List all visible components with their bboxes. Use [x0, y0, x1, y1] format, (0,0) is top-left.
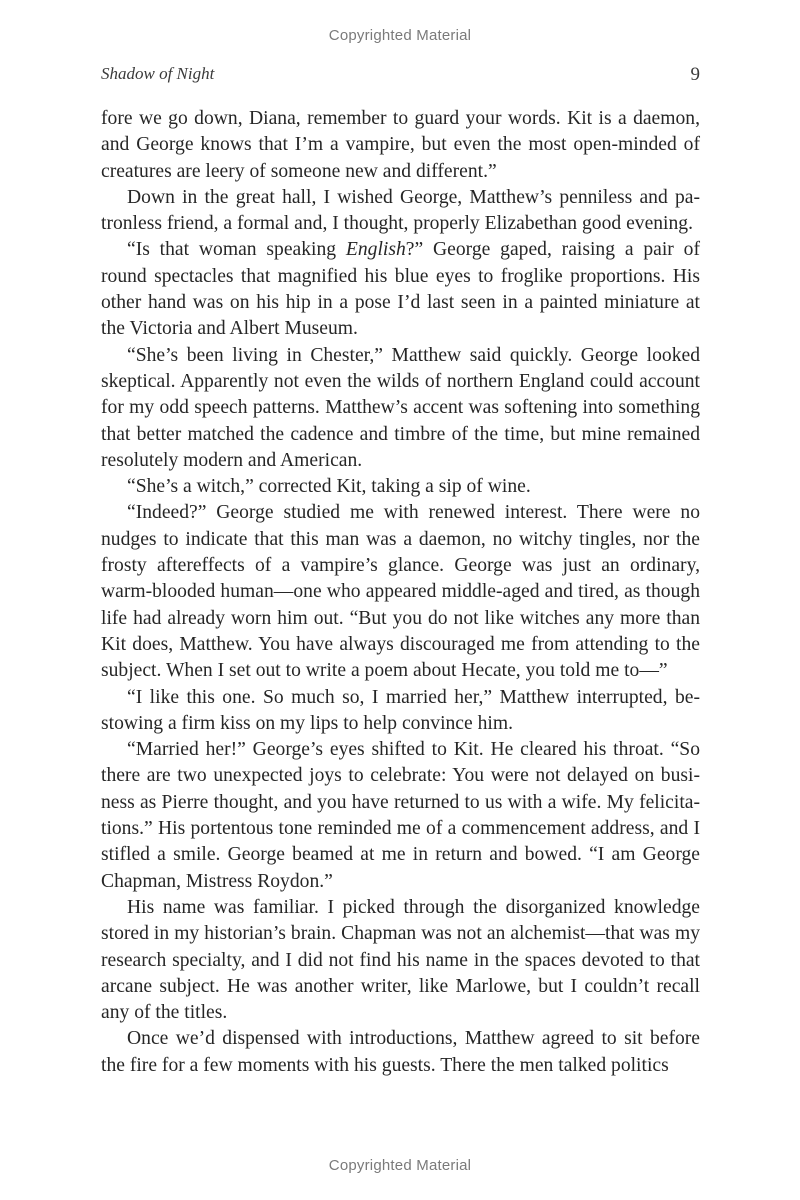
book-title: Shadow of Night — [101, 64, 215, 83]
paragraph-3 — [101, 237, 700, 342]
paragraph-7: “I like this one. So much so, I married her,” Matthew interrupted, bestowing a firm kiss on my lips to help convince him. — [101, 686, 700, 734]
paragraph-1: fore we go down, Diana, remember to guard your words. Kit is a daemon, and George knows that I’m a vampire, but even the most open-minded of creatures are leery of someone new and different.” — [101, 108, 700, 182]
paragraph-6: “Indeed?” George studied me with renewed interest. There were no nudges to indicate that this man was a daemon, no witchy tingles, nor the frosty aftereffects of a vampire’s glance. George was just an ordinary, warm-blooded human—one who appeared middle-aged and tired, as though life had already worn him out. “But you do not like witches any more than Kit does, Matthew. You have always discouraged me from attending to the subject. When I set out to write a poem about Hecate, you told me to—” — [101, 502, 700, 682]
paragraph-10: Once we’d dispensed with introductions, Matthew agreed to sit before the fire for a few moments with his guests. There the men talked politics — [101, 1028, 700, 1076]
copyright-watermark-bottom: Copyrighted Material — [328, 1157, 472, 1174]
paragraph-3-start: “Is that woman speaking — [127, 239, 346, 261]
paragraph-3-end: ?” George gaped, raising a pair of round spectacles that magnified his blue eyes to froglike proportions. His other hand was on his hip in a pose I’d last seen in a painted miniature at the Victoria and Albert Museum. — [101, 239, 700, 340]
emphasized-word: English — [345, 239, 406, 261]
running-head — [101, 64, 700, 88]
page-number: 9 — [690, 64, 700, 85]
paragraph-8: “Married her!” George’s eyes shifted to Kit. He cleared his throat. “So there are two unexpected joys to celebrate: You were not delayed on business as Pierre thought, and you have returned to us with a wife. My felicitations.” His portentous tone reminded me of a commencement address, and I stifled a smile. George beamed at me in return and bowed. “I am George Chapman, Mistress Roydon.” — [101, 739, 700, 892]
paragraph-5: “She’s a witch,” corrected Kit, taking a sip of wine. — [127, 476, 531, 498]
paragraph-9: His name was familiar. I picked through the disorganized knowledge stored in my historian’s brain. Chapman was not an alchemist—that was my research specialty, and I did not find his name in the spaces devoted to that arcane subject. He was another writer, like Marlowe, but I couldn’t recall any of the titles. — [101, 896, 700, 1024]
copyright-watermark-top: Copyrighted Material — [328, 27, 472, 44]
body-text — [101, 106, 700, 1079]
paragraph-2: Down in the great hall, I wished George, Matthew’s penniless and patronless friend, a formal and, I thought, properly Elizabethan good evening. — [101, 186, 700, 235]
paragraph-4: “She’s been living in Chester,” Matthew said quickly. George looked skeptical. Apparently not even the wilds of northern England could account for my odd speech patterns. Matthew’s accent was softening into something that better matched the cadence and timbre of the time, but mine remained resolutely modern and American. — [101, 344, 700, 471]
